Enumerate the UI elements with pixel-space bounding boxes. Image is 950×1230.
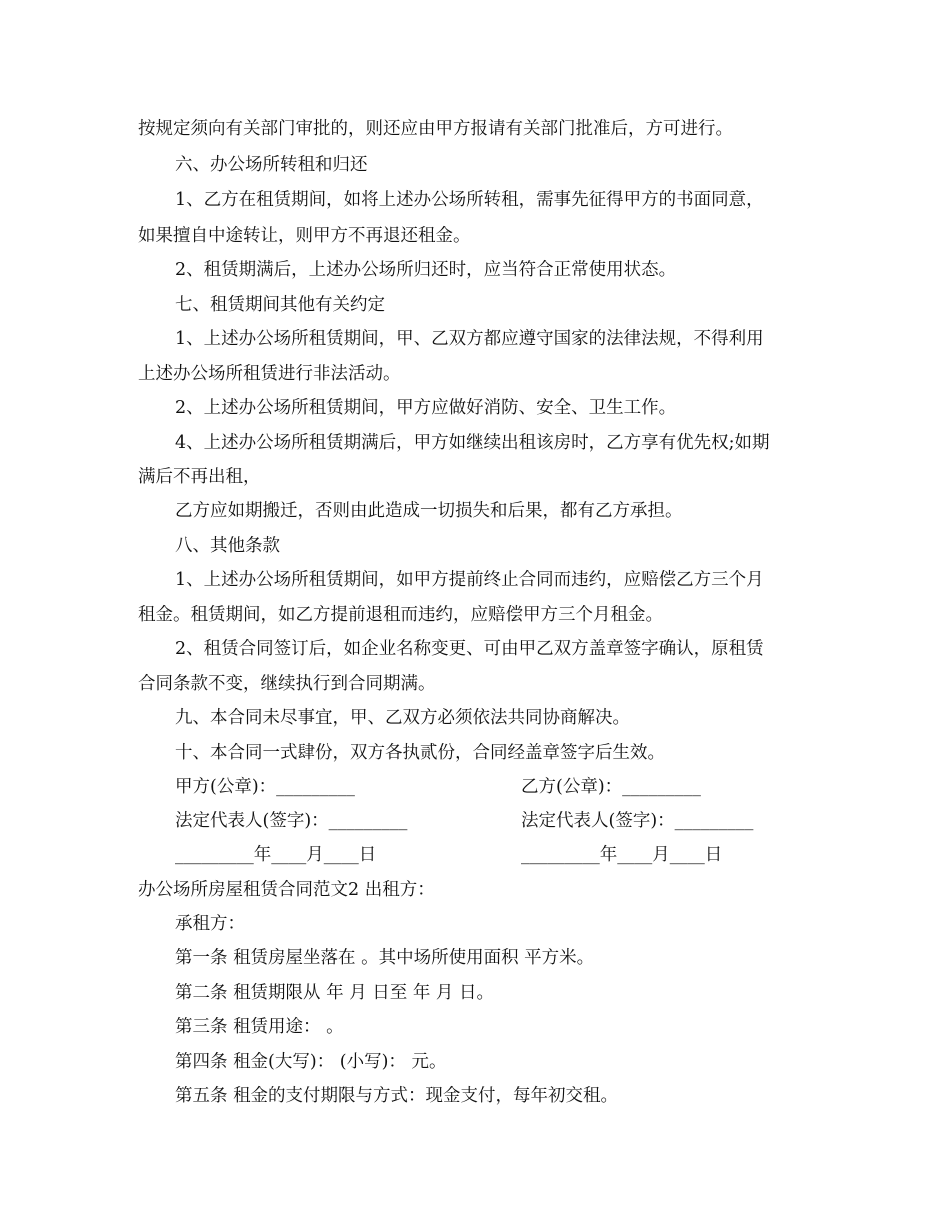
paragraph-line: 2、租赁合同签订后，如企业名称变更、可由甲乙双方盖章签字确认，原租赁: [175, 639, 764, 659]
article-5: 第五条 租金的支付期限与方式：现金支付，每年初交租。: [175, 1086, 619, 1106]
paragraph-line: 1、乙方在租赁期间，如将上述办公场所转租，需事先征得甲方的书面同意，: [175, 190, 764, 210]
party-b-seal-field: 乙方(公章)：_________: [521, 777, 701, 797]
party-a-seal-field: 甲方(公章)：_________: [175, 777, 355, 797]
paragraph-line: 如果擅自中途转让，则甲方不再退还租金。: [138, 226, 471, 246]
section-heading-8: 八、其他条款: [175, 536, 280, 556]
paragraph-line: 满后不再出租，: [138, 467, 261, 487]
paragraph-line: 上述办公场所租赁进行非法活动。: [138, 364, 401, 384]
paragraph-line: 乙方应如期搬迁，否则由此造成一切损失和后果，都有乙方承担。: [175, 501, 683, 521]
party-b-date-field: _________年____月____日: [521, 845, 723, 865]
article-2: 第二条 租赁期限从 年 月 日至 年 月 日。: [175, 983, 494, 1003]
section-heading-9: 九、本合同未尽事宜，甲、乙双方必须依法共同协商解决。: [175, 708, 630, 728]
section-heading-10: 十、本合同一式肆份，双方各执贰份，合同经盖章签字后生效。: [175, 743, 665, 763]
second-contract-heading: 办公场所房屋租赁合同范文2 出租方：: [138, 880, 435, 900]
paragraph-line: 租金。租赁期间，如乙方提前退租而违约，应赔偿甲方三个月租金。: [138, 605, 663, 625]
section-heading-6: 六、办公场所转租和归还: [175, 155, 368, 175]
section-heading-7: 七、租赁期间其他有关约定: [175, 295, 385, 315]
paragraph-line: 1、上述办公场所租赁期间，甲、乙双方都应遵守国家的法律法规，不得利用: [175, 329, 764, 349]
party-b-representative-field: 法定代表人(签字)：_________: [521, 811, 754, 831]
paragraph-line: 按规定须向有关部门审批的，则还应由甲方报请有关部门批准后，方可进行。: [138, 119, 733, 139]
article-1: 第一条 租赁房屋坐落在 。其中场所使用面积 平方米。: [175, 948, 595, 968]
party-a-date-field: _________年____月____日: [175, 845, 377, 865]
paragraph-line: 1、上述办公场所租赁期间，如甲方提前终止合同而违约，应赔偿乙方三个月: [175, 570, 764, 590]
article-4: 第四条 租金(大写)： (小写)： 元。: [175, 1052, 447, 1072]
paragraph-line: 2、上述办公场所租赁期间，甲方应做好消防、安全、卫生工作。: [175, 398, 677, 418]
article-3: 第三条 租赁用途： 。: [175, 1017, 344, 1037]
party-a-representative-field: 法定代表人(签字)：_________: [175, 811, 408, 831]
paragraph-line: 2、租赁期满后，上述办公场所归还时，应当符合正常使用状态。: [175, 260, 677, 280]
lessee-line: 承租方：: [175, 914, 245, 934]
paragraph-line: 4、上述办公场所租赁期满后，甲方如继续出租该房时，乙方享有优先权;如期: [175, 433, 770, 453]
paragraph-line: 合同条款不变，继续执行到合同期满。: [138, 674, 436, 694]
